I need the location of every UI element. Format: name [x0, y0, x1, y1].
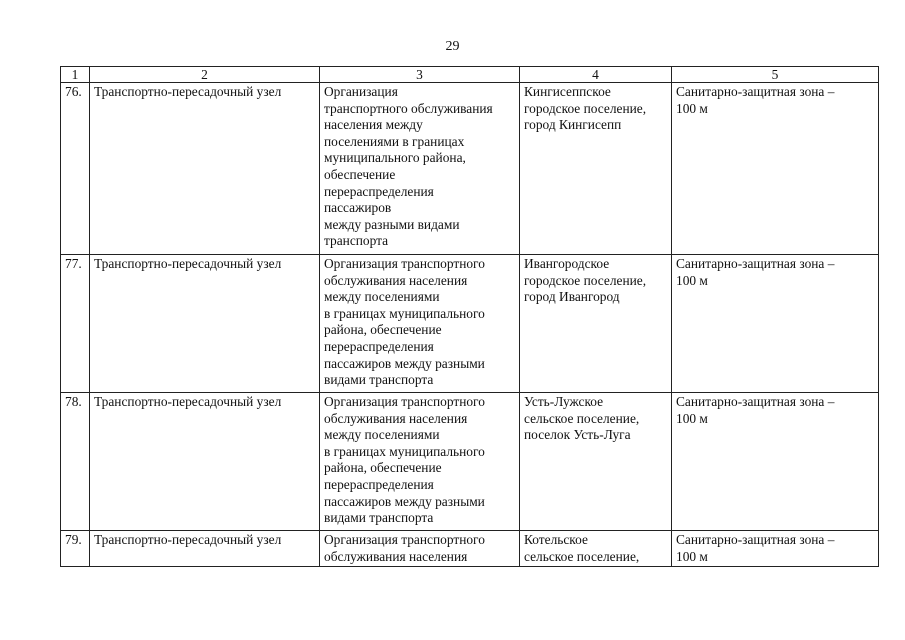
text-line: обслуживания населения	[324, 410, 468, 426]
facility-name: Транспортно-пересадочный узел	[90, 531, 320, 567]
text-line: Организация транспортного	[324, 532, 485, 547]
text-line: 100 м	[676, 410, 708, 426]
text-line: обслуживания населения	[324, 548, 468, 564]
text-line: Организация транспортного	[324, 256, 485, 271]
protection-zone	[672, 531, 879, 567]
protection-zone	[672, 255, 879, 393]
text-line: населения между	[324, 117, 423, 133]
facility-purpose	[320, 255, 520, 393]
text-line: транспорта	[324, 233, 389, 249]
column-header: 4	[520, 67, 672, 83]
row-number: 76.	[61, 83, 90, 255]
text-line: обслуживания населения	[324, 272, 468, 288]
text-line: видами транспорта	[324, 372, 434, 388]
text-line: между разными видами	[324, 216, 460, 232]
text-line: сельское поселение,	[524, 548, 640, 564]
text-line: перераспределения	[324, 476, 434, 492]
text-line: муниципального района,	[324, 150, 466, 166]
text-line: обеспечение	[324, 166, 396, 182]
text-line: в границах муниципального	[324, 305, 485, 321]
text-line: Организация	[324, 84, 398, 99]
facility-name: Транспортно-пересадочный узел	[90, 83, 320, 255]
row-number: 77.	[61, 255, 90, 393]
text-line: Организация транспортного	[324, 394, 485, 409]
page-number: 29	[445, 39, 460, 54]
row-number: 78.	[61, 393, 90, 531]
text-line: между поселениями	[324, 289, 440, 305]
table-header-row	[61, 67, 879, 83]
text-line: городское поселение,	[524, 100, 647, 116]
text-line: видами транспорта	[324, 510, 434, 526]
text-line: 100 м	[676, 100, 708, 116]
column-header: 5	[672, 67, 879, 83]
text-line: пассажиров между разными	[324, 355, 485, 371]
facility-location	[520, 255, 672, 393]
facilities-table	[60, 66, 879, 567]
facility-purpose	[320, 83, 520, 255]
facility-location	[520, 531, 672, 567]
text-line: Санитарно-защитная зона –	[676, 394, 835, 409]
facility-purpose	[320, 393, 520, 531]
text-line: перераспределения	[324, 183, 434, 199]
facility-purpose	[320, 531, 520, 567]
protection-zone	[672, 393, 879, 531]
facility-location	[520, 83, 672, 255]
text-line: района, обеспечение	[324, 460, 442, 476]
text-line: сельское поселение,	[524, 410, 640, 426]
text-line: Санитарно-защитная зона –	[676, 84, 835, 99]
text-line: между поселениями	[324, 427, 440, 443]
column-header: 3	[320, 67, 520, 83]
text-line: Санитарно-защитная зона –	[676, 256, 835, 271]
table-row	[61, 255, 879, 393]
column-header: 2	[90, 67, 320, 83]
text-line: Котельское	[524, 532, 588, 547]
column-header: 1	[61, 67, 90, 83]
text-line: пассажиров	[324, 200, 392, 216]
text-line: городское поселение,	[524, 272, 647, 288]
text-line: транспортного обслуживания	[324, 100, 493, 116]
facility-name: Транспортно-пересадочный узел	[90, 255, 320, 393]
text-line: город Кингисепп	[524, 117, 622, 133]
text-line: пассажиров между разными	[324, 493, 485, 509]
table-row	[61, 393, 879, 531]
row-number: 79.	[61, 531, 90, 567]
table-row	[61, 83, 879, 255]
text-line: 100 м	[676, 548, 708, 564]
facility-name: Транспортно-пересадочный узел	[90, 393, 320, 531]
text-line: город Ивангород	[524, 289, 620, 305]
text-line: Ивангородское	[524, 256, 610, 271]
text-line: 100 м	[676, 272, 708, 288]
text-line: района, обеспечение	[324, 322, 442, 338]
text-line: Кингисеппское	[524, 84, 611, 99]
text-line: Усть-Лужское	[524, 394, 604, 409]
text-line: Санитарно-защитная зона –	[676, 532, 835, 547]
text-line: поселок Усть-Луга	[524, 427, 631, 443]
text-line: перераспределения	[324, 338, 434, 354]
table-row	[61, 531, 879, 567]
text-line: поселениями в границах	[324, 133, 465, 149]
facility-location	[520, 393, 672, 531]
text-line: в границах муниципального	[324, 443, 485, 459]
protection-zone	[672, 83, 879, 255]
